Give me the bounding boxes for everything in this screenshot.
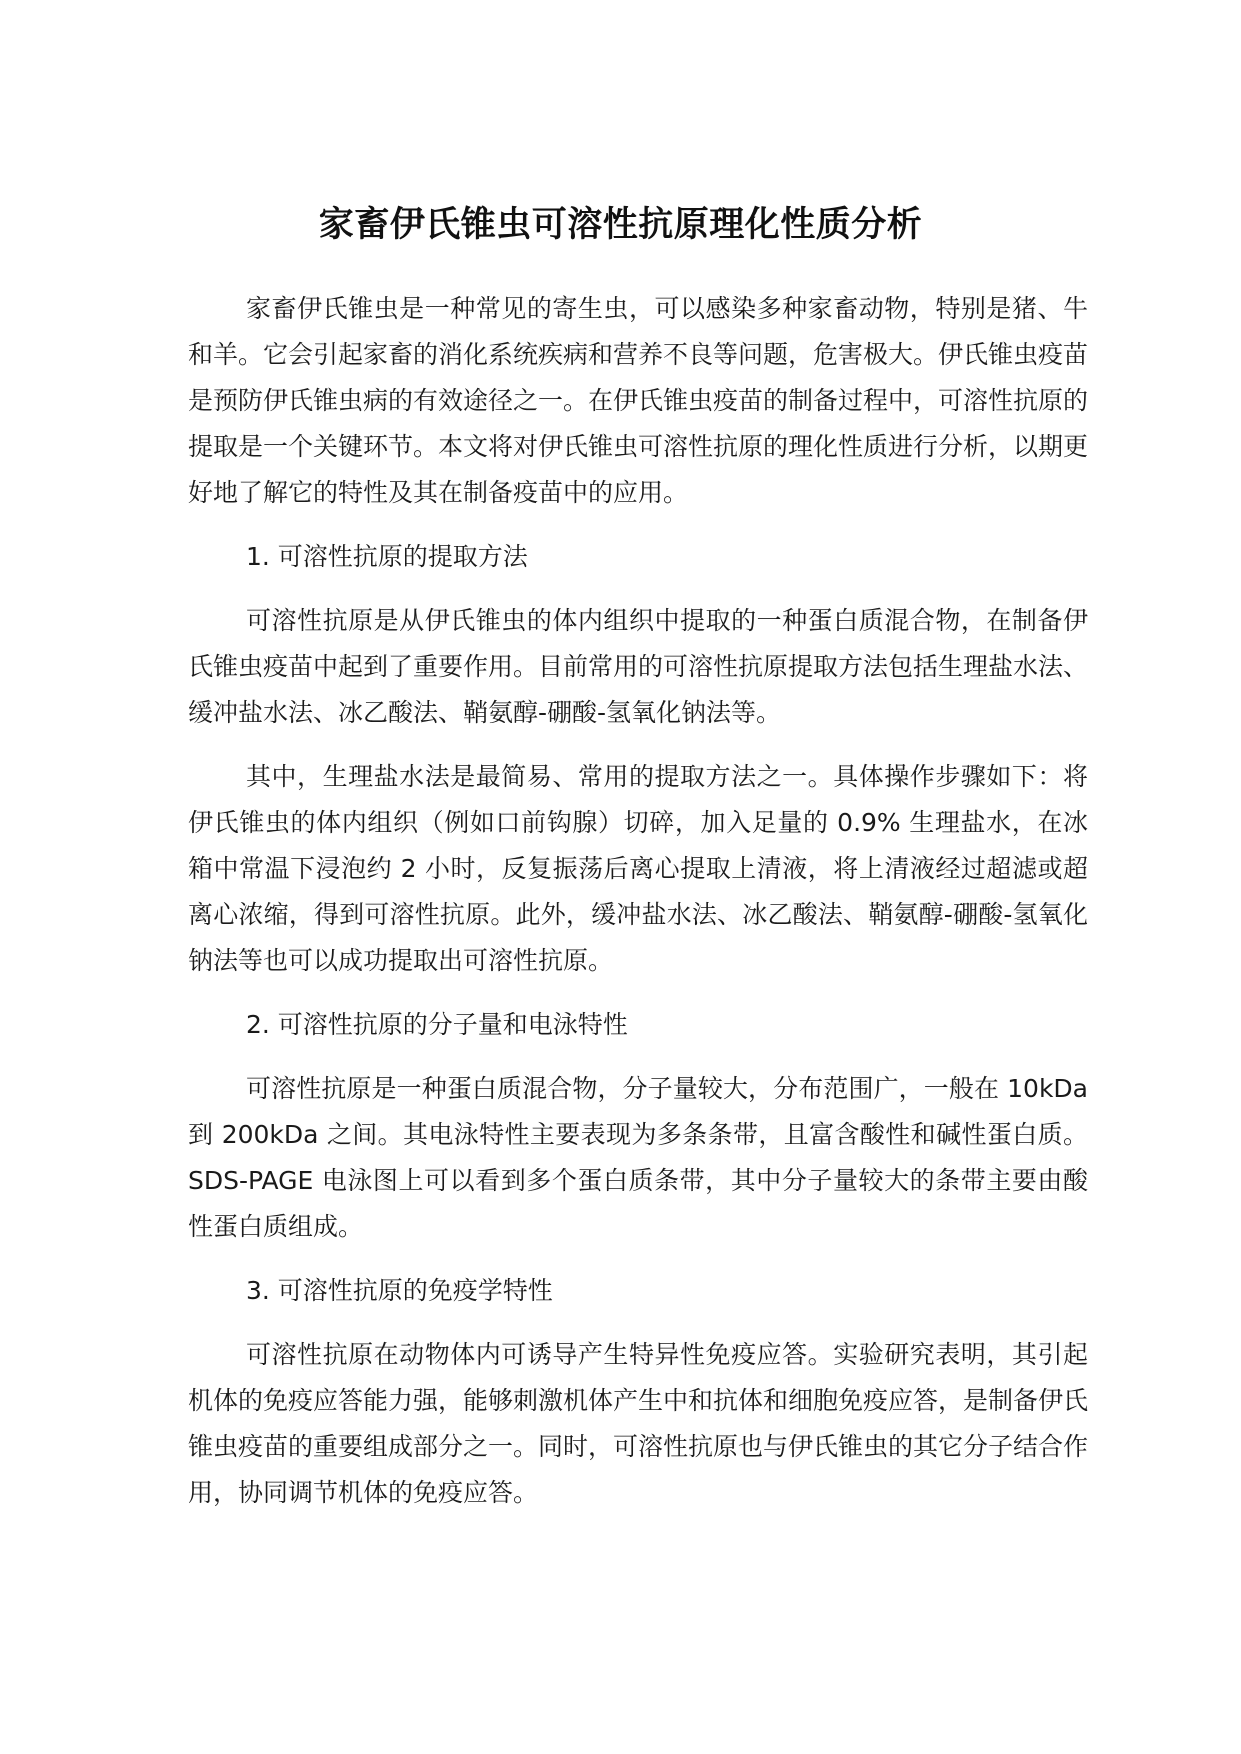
section-heading-immunology: 3. 可溶性抗原的免疫学特性	[246, 1276, 553, 1305]
document-title: 家畜伊氏锥虫可溶性抗原理化性质分析	[318, 205, 923, 246]
molecular-weight-paragraph: 可溶性抗原是一种蛋白质混合物，分子量较大，分布范围广，一般在 10kDa 到 200kDa 之间。其电泳特性主要表现为多条条带，且富含酸性和碱性蛋白质。SDS-PAGE 电泳图上可以看到多个蛋白质条带，其中分子量较大的条带主要由酸性蛋白质组成。	[188, 1074, 1088, 1241]
saline-method-paragraph: 其中，生理盐水法是最简易、常用的提取方法之一。具体操作步骤如下：将伊氏锥虫的体内组织（例如口前钩腺）切碎，加入足量的 0.9% 生理盐水，在冰箱中常温下浸泡约 2 小时，反复振荡后离心提取上清液，将上清液经过超滤或超离心浓缩，得到可溶性抗原。此外，缓冲盐水法、冰乙酸法、鞘氨醇-硼酸-氢氧化钠法等也可以成功提取出可溶性抗原。	[188, 762, 1088, 975]
section-heading-extraction: 1. 可溶性抗原的提取方法	[246, 542, 528, 571]
section-heading-molecular-weight: 2. 可溶性抗原的分子量和电泳特性	[246, 1010, 628, 1039]
extraction-paragraph: 可溶性抗原是从伊氏锥虫的体内组织中提取的一种蛋白质混合物，在制备伊氏锥虫疫苗中起到了重要作用。目前常用的可溶性抗原提取方法包括生理盐水法、缓冲盐水法、冰乙酸法、鞘氨醇-硼酸-氢氧化钠法等。	[188, 606, 1089, 727]
intro-paragraph: 家畜伊氏锥虫是一种常见的寄生虫，可以感染多种家畜动物，特别是猪、牛和羊。它会引起家畜的消化系统疾病和营养不良等问题，危害极大。伊氏锥虫疫苗是预防伊氏锥虫病的有效途径之一。在伊氏锥虫疫苗的制备过程中，可溶性抗原的提取是一个关键环节。本文将对伊氏锥虫可溶性抗原的理化性质进行分析，以期更好地了解它的特性及其在制备疫苗中的应用。	[188, 294, 1089, 507]
immunology-paragraph: 可溶性抗原在动物体内可诱导产生特异性免疫应答。实验研究表明，其引起机体的免疫应答能力强，能够刺激机体产生中和抗体和细胞免疫应答，是制备伊氏锥虫疫苗的重要组成部分之一。同时，可溶性抗原也与伊氏锥虫的其它分子结合作用，协同调节机体的免疫应答。	[188, 1340, 1089, 1507]
document-body	[188, 286, 1088, 1516]
